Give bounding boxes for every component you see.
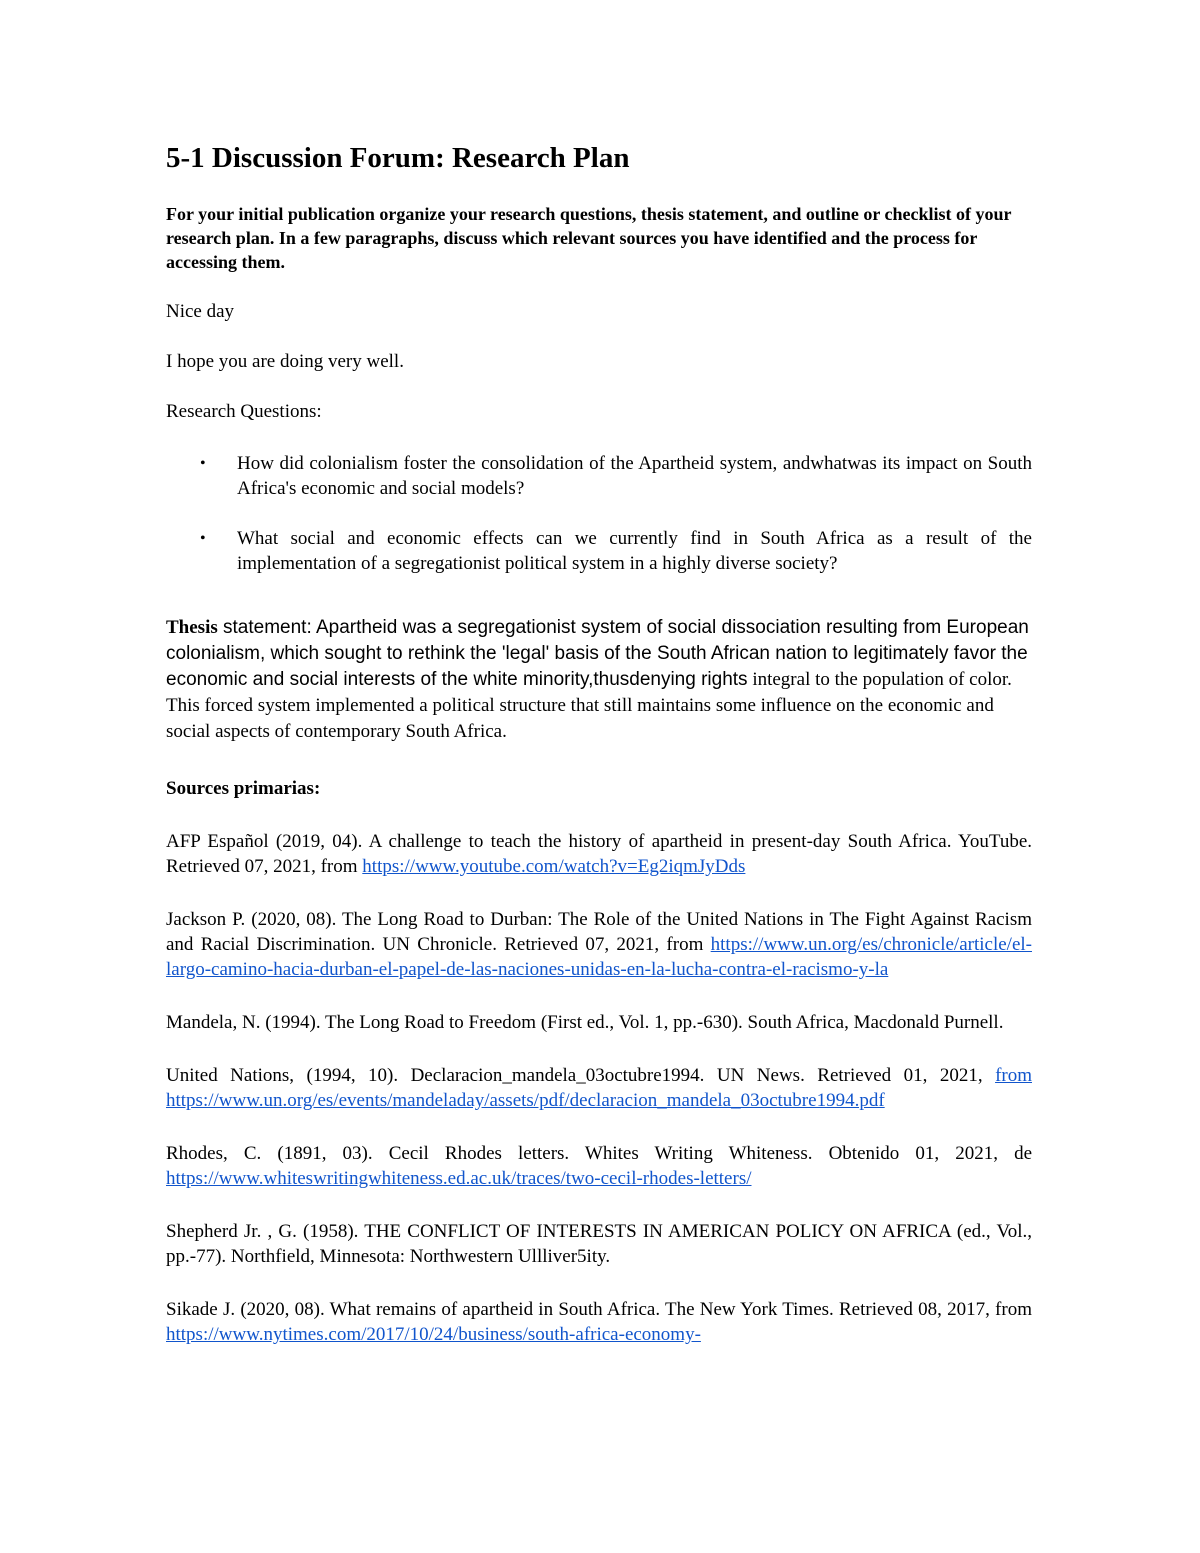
reference-text: Rhodes, C. (1891, 03). Cecil Rhodes letters. Whites Writing Whiteness. Obtenido 01, 2021, de — [166, 1143, 1032, 1164]
reference-item — [166, 1063, 1032, 1113]
reference-item — [166, 1297, 1032, 1347]
reference-text: United Nations, (1994, 10). Declaracion_mandela_03octubre1994. UN News. Retrieved 01, 2021, — [166, 1065, 996, 1086]
hope-text: I hope you are doing very well. — [166, 351, 404, 372]
research-questions-list — [166, 451, 1032, 576]
thesis-text-sans: statement: Apartheid was a segregationist system of social dissociation resulting from European colonialism, which sought to rethink the 'legal' basis of the South African nation to legitimately favor the economic and social interests of the white minority,thusdenying rights — [166, 617, 1029, 690]
reference-item — [166, 829, 1032, 879]
reference-text: Sikade J. (2020, 08). What remains of apartheid in South Africa. The New York Times. Retrieved 08, 2017, from — [166, 1299, 1032, 1320]
reference-item — [166, 1141, 1032, 1191]
reference-item — [166, 907, 1032, 982]
reference-item — [166, 1219, 1032, 1269]
bullet-icon: • — [200, 455, 206, 472]
sources-heading: Sources primarias: — [166, 778, 321, 799]
reference-text: Shepherd Jr. , G. (1958). THE CONFLICT OF INTERESTS IN AMERICAN POLICY ON AFRICA (ed., Vol., pp.-77). Northfield, Minnesota: Northwestern Ullliver5ity. — [166, 1221, 1032, 1267]
reference-text: AFP Español (2019, 04). A challenge to teach the history of apartheid in present-day South Africa. YouTube. Retrieved 07, 2021, from — [166, 831, 1032, 877]
question-text: How did colonialism foster the consolidation of the Apartheid system, andwhatwas its impact on South Africa's economic and social models? — [237, 453, 1032, 499]
reference-link[interactable]: https://www.nytimes.com/2017/10/24/business/south-africa-economy- — [166, 1324, 701, 1345]
list-item — [166, 526, 1032, 576]
research-questions-label: Research Questions: — [166, 401, 322, 422]
reference-link[interactable]: https://www.un.org/es/chronicle/article/el-largo-camino-hacia-durban-el-papel-de-las-naciones-unidas-en-la-lucha-contra-el-racismo-y-la — [166, 934, 1032, 980]
bullet-icon: • — [200, 530, 206, 547]
references-list — [166, 829, 1032, 1347]
reference-link[interactable]: https://www.whiteswritingwhiteness.ed.ac.uk/traces/two-cecil-rhodes-letters/ — [166, 1168, 752, 1189]
reference-text: Jackson P. (2020, 08). The Long Road to Durban: The Role of the United Nations in The Fight Against Racism and Racial Discrimination. UN Chronicle. Retrieved 07, 2021, from — [166, 909, 1032, 955]
reference-item — [166, 1010, 1032, 1035]
page-title: 5-1 Discussion Forum: Research Plan — [166, 142, 630, 174]
list-item — [166, 451, 1032, 501]
reference-link[interactable]: from https://www.un.org/es/events/mandeladay/assets/pdf/declaracion_mandela_03octubre1994.pdf — [166, 1065, 1032, 1111]
question-text: What social and economic effects can we currently find in South Africa as a result of the implementation of a segregationist political system in a highly diverse society? — [237, 528, 1032, 574]
reference-link[interactable]: https://www.youtube.com/watch?v=Eg2iqmJyDds — [362, 856, 746, 877]
reference-text: Mandela, N. (1994). The Long Road to Freedom (First ed., Vol. 1, pp.-630). South Africa, Macdonald Purnell. — [166, 1012, 1004, 1033]
thesis-statement — [166, 615, 1032, 745]
greeting-text: Nice day — [166, 301, 235, 322]
assignment-prompt: For your initial publication organize your research questions, thesis statement, and outline or checklist of your research plan. In a few paragraphs, discuss which relevant sources you have identified and the process for accessing them. — [166, 204, 1012, 272]
document-page — [166, 138, 1032, 1347]
thesis-text-serif: integral to the population of color. This forced system implemented a political structure that still maintains some influence on the economic and social aspects of contemporary South Africa. — [166, 669, 1012, 742]
thesis-heading: Thesis — [166, 617, 218, 638]
